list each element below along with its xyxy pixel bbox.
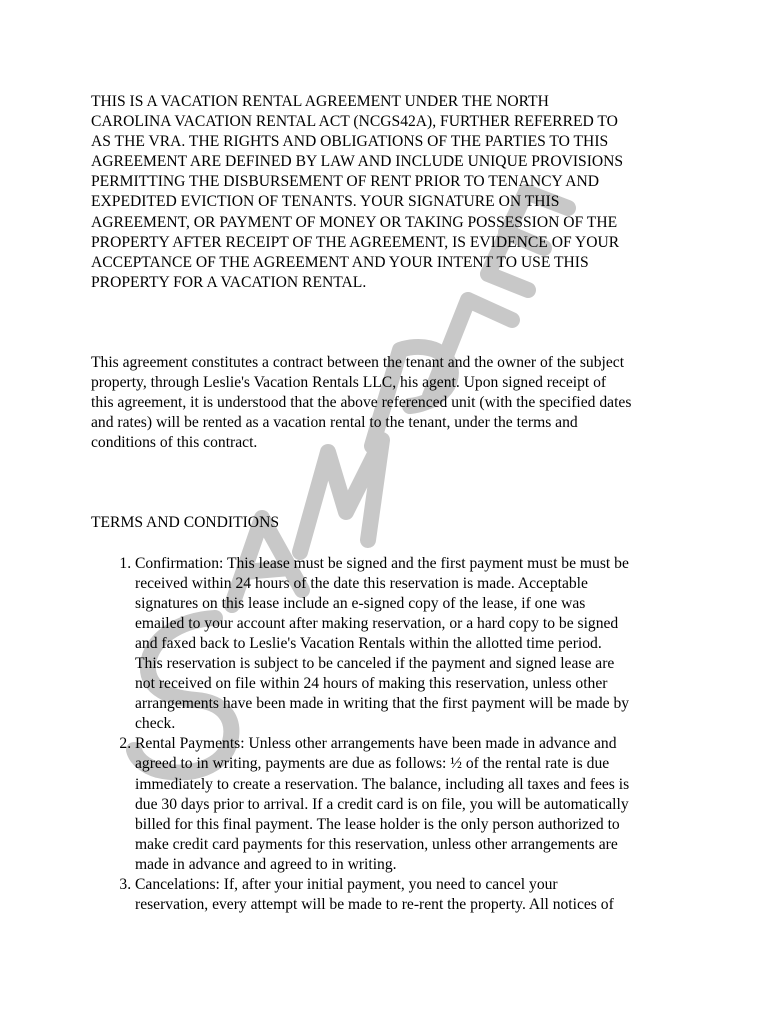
- terms-heading: TERMS AND CONDITIONS: [91, 514, 280, 532]
- notice-line: PROPERTY FOR A VACATION RENTAL.: [91, 273, 367, 291]
- term-line: 2. Rental Payments: Unless other arrangements have been made in advance and: [135, 735, 617, 753]
- notice-line: CAROLINA VACATION RENTAL ACT (NCGS42A), FURTHER REFERRED TO: [91, 113, 618, 131]
- vra-notice: [91, 92, 681, 293]
- term-line: immediately to create a reservation. The balance, including all taxes and fees is: [135, 775, 630, 793]
- intro-line: This agreement constitutes a contract between the tenant and the owner of the subject: [91, 353, 625, 371]
- term-line: check.: [135, 715, 176, 733]
- term-line: This reservation is subject to be canceled if the payment and signed lease are: [135, 654, 615, 672]
- term-line: and faxed back to Leslie's Vacation Rentals within the allotted time period.: [135, 634, 602, 652]
- term-line: signatures on this lease include an e-signed copy of the lease, if one was: [135, 594, 586, 612]
- terms-list: [91, 554, 681, 916]
- term-cancelations: [135, 875, 681, 915]
- term-line: billed for this final payment. The lease holder is the only person authorized to: [135, 815, 620, 833]
- intro-line: and rates) will be rented as a vacation rental to the tenant, under the terms and: [91, 414, 578, 432]
- intro-line: property, through Leslie's Vacation Rentals LLC, his agent. Upon signed receipt of: [91, 374, 607, 392]
- intro-paragraph: [91, 353, 681, 453]
- notice-line: AGREEMENT ARE DEFINED BY LAW AND INCLUDE UNIQUE PROVISIONS: [91, 153, 624, 171]
- term-line: 3. Cancelations: If, after your initial payment, you need to cancel your: [135, 876, 558, 893]
- term-confirmation: [135, 554, 681, 735]
- notice-line: THIS IS A VACATION RENTAL AGREEMENT UNDER THE NORTH: [91, 93, 549, 110]
- term-line: reservation, every attempt will be made to re-rent the property. All notices of: [135, 896, 614, 914]
- intro-line: conditions of this contract.: [91, 434, 258, 452]
- term-rental-payments: [135, 734, 681, 875]
- notice-line: EXPEDITED EVICTION OF TENANTS. YOUR SIGNATURE ON THIS: [91, 193, 560, 211]
- term-line: not received on file within 24 hours of making this reservation, unless other: [135, 675, 608, 693]
- intro-line: this agreement, it is understood that the above referenced unit (with the specified dates: [91, 394, 632, 412]
- notice-line: PROPERTY AFTER RECEIPT OF THE AGREEMENT, IS EVIDENCE OF YOUR: [91, 233, 620, 251]
- term-line: make credit card payments for this reservation, unless other arrangements are: [135, 835, 618, 853]
- notice-line: PERMITTING THE DISBURSEMENT OF RENT PRIOR TO TENANCY AND: [91, 173, 599, 191]
- notice-line: AGREEMENT, OR PAYMENT OF MONEY OR TAKING POSSESSION OF THE: [91, 213, 618, 231]
- term-line: emailed to your account after making reservation, or a hard copy to be signed: [135, 614, 619, 632]
- term-line: made in advance and agreed to in writing.: [135, 855, 397, 873]
- term-line: 1. Confirmation: This lease must be signed and the first payment must be must be: [135, 554, 629, 572]
- term-line: agreed to in writing, payments are due as follows: ½ of the rental rate is due: [135, 755, 610, 773]
- term-line: arrangements have been made in writing that the first payment will be made by: [135, 695, 630, 713]
- term-line: received within 24 hours of the date this reservation is made. Acceptable: [135, 574, 588, 592]
- term-line: due 30 days prior to arrival. If a credit card is on file, you will be automatically: [135, 795, 629, 813]
- notice-line: AS THE VRA. THE RIGHTS AND OBLIGATIONS OF THE PARTIES TO THIS: [91, 133, 609, 151]
- notice-line: ACCEPTANCE OF THE AGREEMENT AND YOUR INTENT TO USE THIS: [91, 253, 589, 271]
- agreement-body: [91, 92, 691, 915]
